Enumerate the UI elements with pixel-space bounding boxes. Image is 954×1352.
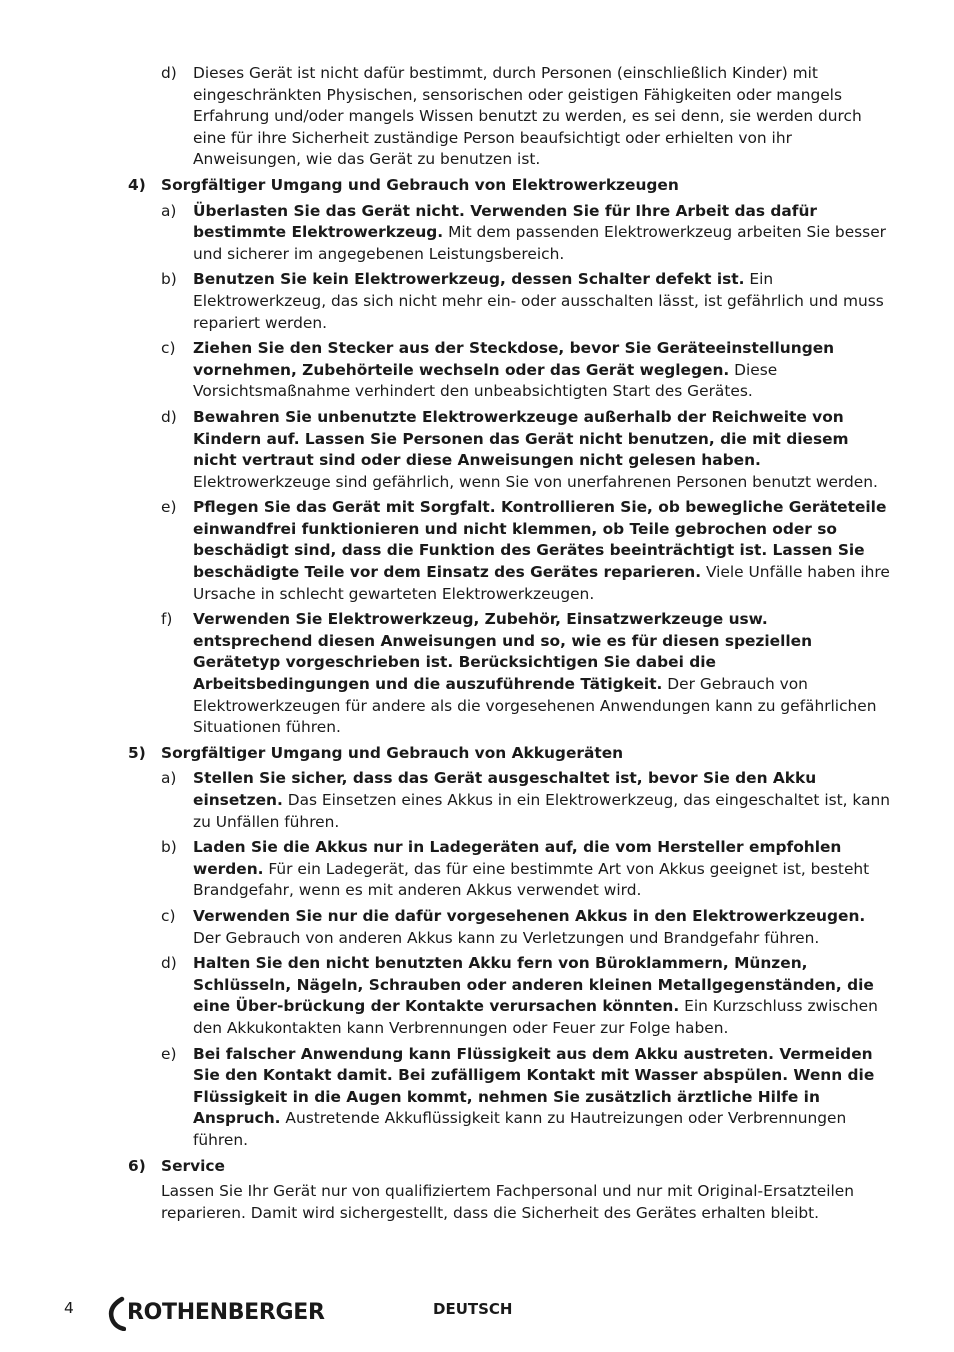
item-label: b): [161, 270, 177, 289]
item-text: Ziehen Sie den Stecker aus der Steckdose, bevor Sie Geräteeinstellungen vornehmen, Zubehörteile wechseln oder das Gerät weglegen. Diese Vorsichtsmaßnahme verhindert den unbeabsichtigten Start des Gerätes.: [193, 339, 835, 401]
item-label: d): [161, 954, 177, 973]
item-text: Benutzen Sie kein Elektrowerkzeug, dessen Schalter defekt ist. Ein Elektrowerkzeug, das sich nicht mehr ein- oder ausschalten lässt, ist gefährlich und muss repariert werden.: [193, 270, 884, 332]
list-item: [128, 953, 890, 1039]
language-label: DEUTSCH: [433, 1300, 513, 1318]
section-title: Sorgfältiger Umgang und Gebrauch von Elektrowerkzeugen: [161, 175, 679, 194]
brand-name: ROTHENBERGER: [127, 1300, 325, 1326]
item-text: Stellen Sie sicher, dass das Gerät ausgeschaltet ist, bevor Sie den Akku einsetzen. Das Einsetzen eines Akkus in ein Elektrowerkzeug, das eingeschaltet ist, kann zu Unfällen führen.: [193, 769, 891, 831]
list-item: [128, 906, 890, 949]
list-item: [128, 497, 890, 605]
item-label: d): [161, 64, 177, 82]
item-text: Laden Sie die Akkus nur in Ladegeräten auf, die vom Hersteller empfohlen werden. Für ein Ladegerät, das für eine bestimmte Art von Akkus geeignet ist, besteht Brandgefahr, wenn es mit anderen Akkus verwendet wird.: [193, 838, 870, 900]
item-label: b): [161, 838, 177, 857]
item-label: e): [161, 498, 177, 517]
item-label: c): [161, 906, 176, 925]
item-label: c): [161, 339, 176, 358]
list-item: [128, 1044, 890, 1152]
logo-arc-icon: [104, 1295, 126, 1331]
list-item: [128, 609, 890, 739]
item-label: a): [161, 769, 177, 788]
item-text: Verwenden Sie nur die dafür vorgesehenen Akkus in den Elektrowerkzeugen. Der Gebrauch von anderen Akkus kann zu Verletzungen und Brandgefahr führen.: [193, 906, 866, 947]
item-label: a): [161, 201, 177, 220]
list-item: [128, 338, 890, 403]
section-heading: [128, 743, 890, 765]
section-title: Sorgfältiger Umgang und Gebrauch von Akkugeräten: [161, 743, 624, 762]
brand-logo: [104, 1295, 325, 1331]
item-label: f): [161, 610, 173, 629]
list-item: [128, 269, 890, 334]
section-heading: [128, 1156, 890, 1178]
item-text: Dieses Gerät ist nicht dafür bestimmt, durch Personen (einschließlich Kinder) mit eingeschränkten Physischen, sensorischen oder geistigen Fähigkeiten oder mangels Erfahrung und/oder mangels Wissen benutzt zu werden, es sei denn, sie werden durch eine für ihre Sicherheit zuständige Person beaufsichtigt oder erhielten von ihr Anweisungen, wie das Gerät zu benutzen ist.: [193, 64, 862, 169]
list-item: [128, 768, 890, 833]
list-item: [128, 201, 890, 266]
item-label: e): [161, 1044, 177, 1063]
section-number: 5): [128, 743, 146, 762]
section-number: 6): [128, 1156, 146, 1175]
list-item: [128, 63, 890, 171]
section-title: Service: [161, 1156, 225, 1175]
section-number: 4): [128, 175, 146, 194]
item-text: Bei falscher Anwendung kann Flüssigkeit aus dem Akku austreten. Vermeiden Sie den Kontakt damit. Bei zufälligem Kontakt mit Wasser abspülen. Wenn die Flüssigkeit in die Augen kommt, nehmen Sie zusätzlich ärztliche Hilfe in Anspruch. Austretende Akkuflüssigkeit kann zu Hautreizungen oder Verbrennungen führen.: [193, 1044, 875, 1149]
item-text: Bewahren Sie unbenutzte Elektrowerkzeuge außerhalb der Reichweite von Kindern auf. Lassen Sie Personen das Gerät nicht benutzen, die mit diesem nicht vertraut sind oder diese Anweisungen nicht gelesen haben. Elektrowerkzeuge sind gefährlich, wenn Sie von unerfahrenen Personen benutzt werden.: [193, 407, 878, 491]
page-footer: [0, 1295, 954, 1335]
section-heading: [128, 175, 890, 197]
item-text: Verwenden Sie Elektrowerkzeug, Zubehör, Einsatzwerkzeuge usw. entsprechend diesen Anweisungen und so, wie es für diesen speziellen Gerätetyp vorgeschrieben ist. Berücksichtigen Sie dabei die Arbeitsbedingungen und die auszuführende Tätigkeit. Der Gebrauch von Elektrowerkzeugen für andere als die vorgesehenen Anwendungen kann zu gefährlichen Situationen führen.: [193, 610, 877, 737]
item-text: Überlasten Sie das Gerät nicht. Verwenden Sie für Ihre Arbeit das dafür bestimmte Elektrowerkzeug. Mit dem passenden Elektrowerkzeug arbeiten Sie besser und sicherer im angegebenen Leistungsbereich.: [193, 201, 886, 263]
item-label: d): [161, 407, 177, 426]
list-item: [128, 407, 890, 493]
item-text: Halten Sie den nicht benutzten Akku fern von Büroklammern, Münzen, Schlüsseln, Nägeln, Schrauben oder anderen kleinen Metallgegenständen, die eine Über-brückung der Kontakte verursachen könnten. Ein Kurzschluss zwischen den Akkukontakten kann Verbrennungen oder Feuer zur Folge haben.: [193, 954, 878, 1037]
list-item: [128, 837, 890, 902]
item-text: Pflegen Sie das Gerät mit Sorgfalt. Kontrollieren Sie, ob bewegliche Geräteteile einwandfrei funktionieren und nicht klemmen, ob Teile gebrochen oder so beschädigt sind, dass die Funktion des Gerätes beeinträchtigt ist. Lassen Sie beschädigte Teile vor dem Einsatz des Gerätes reparieren. Viele Unfälle haben ihre Ursache in schlecht gewarteten Elektrowerkzeugen.: [193, 498, 890, 603]
service-paragraph: Lassen Sie Ihr Gerät nur von qualifiziertem Fachpersonal und nur mit Original-Ersatzteilen reparieren. Damit wird sichergestellt, dass die Sicherheit des Gerätes erhalten bleibt.: [161, 1182, 855, 1222]
page-number: 4: [64, 1299, 74, 1317]
document-body: [128, 63, 890, 1228]
